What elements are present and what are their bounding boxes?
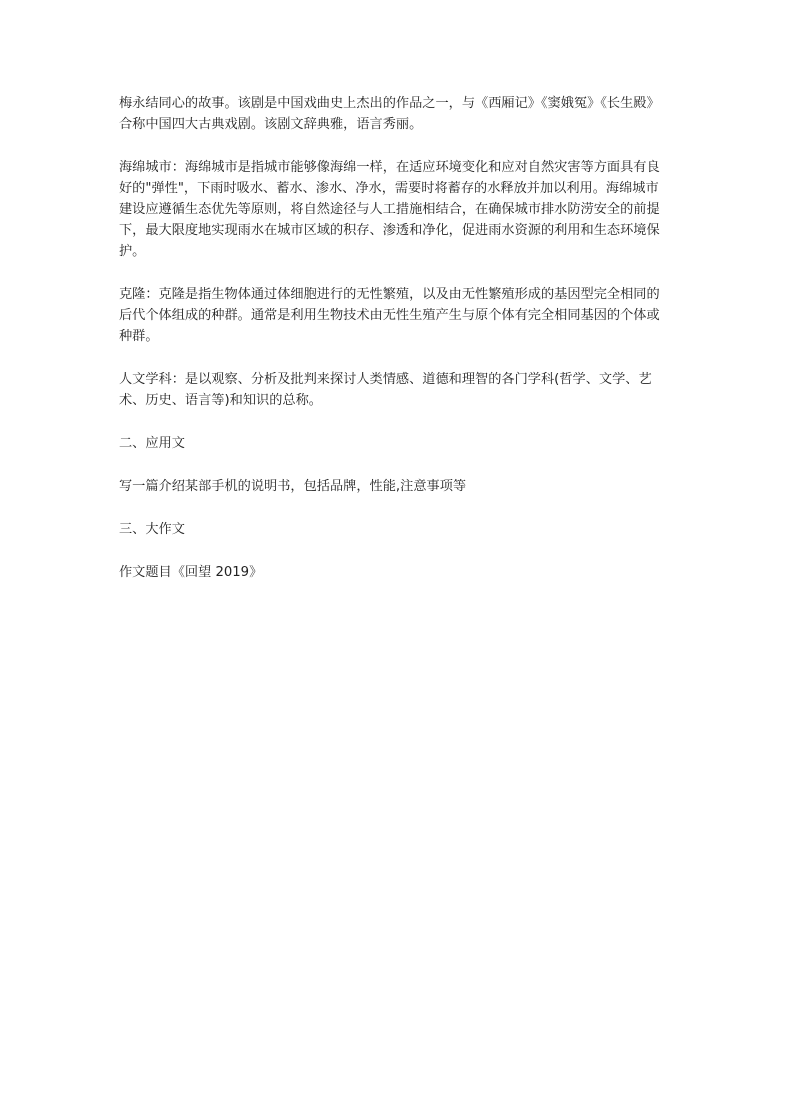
paragraph-humanities: 人文学科：是以观察、分析及批判来探讨人类情感、道德和理智的各门学科(哲学、文学、艺术、历史、语言等)和知识的总称。	[119, 372, 652, 408]
paragraph-clone: 克隆：克隆是指生物体通过体细胞进行的无性繁殖，以及由无性繁殖形成的基因型完全相同的后代个体组成的种群。通常是利用生物技术由无性生殖产生与原个体有完全相同基因的个体或种群。	[119, 287, 660, 344]
paragraph-sponge-city: 海绵城市：海绵城市是指城市能够像海绵一样，在适应环境变化和应对自然灾害等方面具有良好的"弹性"，下雨时吸水、蓄水、渗水、净水，需要时将蓄存的水释放并加以利用。海绵城市建设应遵循生态优先等原则，将自然途径与人工措施相结合，在确保城市排水防涝安全的前提下，最大限度地实现雨水在城市区域的积存、渗透和净化，促进雨水资源的利用和生态环境保护。	[119, 160, 660, 259]
paragraph-practical-writing-task: 写一篇介绍某部手机的说明书，包括品牌，性能,注意事项等	[119, 479, 467, 494]
section-heading-practical-writing: 二、应用文	[119, 436, 185, 451]
paragraph-essay-title: 作文题目《回望 2019》	[119, 565, 263, 580]
paragraph-peony-pavilion: 梅永结同心的故事。该剧是中国戏曲史上杰出的作品之一，与《西厢记》《窦娥冤》《长生殿》合称中国四大古典戏剧。该剧文辞典雅，语言秀丽。	[119, 96, 660, 132]
section-heading-essay: 三、大作文	[119, 522, 185, 537]
document-page	[119, 93, 671, 583]
